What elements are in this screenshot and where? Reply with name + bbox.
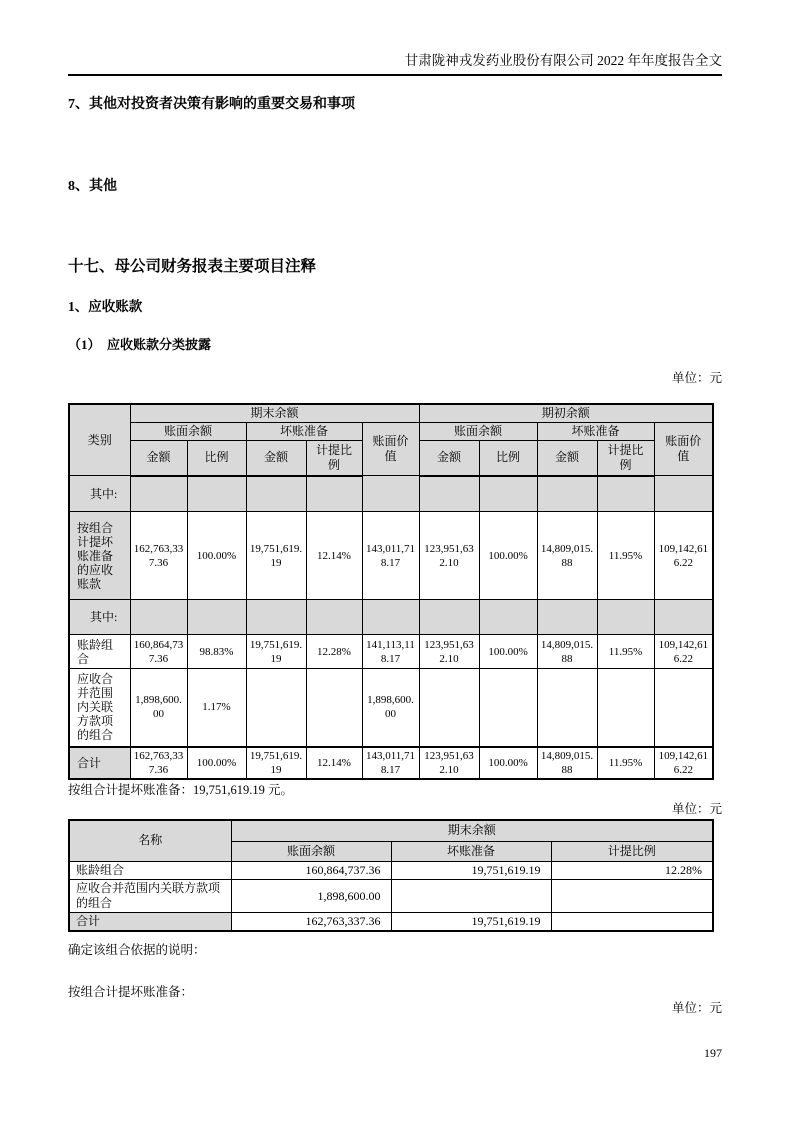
t1-book-balance-begin: 账面余额: [419, 423, 537, 441]
t1-book-value-end: 账面价值: [362, 423, 419, 476]
t1-amount-begin: 金额: [419, 441, 479, 476]
table-row: 账龄组合 160,864,737.36 98.83% 19,751,619.19 12.28% 141,113,118.17 123,951,632.10 100.00% 14,809,015.88 11.95% 109,142,616.22: [69, 635, 713, 669]
ar-classification-table: [68, 403, 714, 780]
table-row-total: 合计 162,763,337.36 19,751,619.19: [69, 913, 713, 932]
table-row: 其中:: [69, 476, 713, 512]
note-provision-amount: 按组合计提坏账准备：19,751,619.19 元。: [68, 782, 294, 797]
t1-provision-ratio-begin: 计提比例: [597, 441, 654, 476]
note-combo-provision: 按组合计提坏账准备：: [68, 985, 194, 999]
t2-period-end: 期末余额: [231, 820, 713, 842]
t2-bad-debt: 坏账准备: [391, 842, 551, 862]
t1-amount-end: 金额: [130, 441, 187, 476]
heading-sub1: 1、应收账款: [68, 299, 143, 314]
t1-bad-debt-begin: 坏账准备: [537, 423, 654, 441]
heading-sub1-1: （1） 应收账款分类披露: [68, 337, 212, 352]
ar-combination-table: [68, 819, 714, 933]
t1-bd-amount-begin: 金额: [537, 441, 597, 476]
note-combo-basis: 确定该组合依据的说明：: [68, 943, 206, 957]
t1-book-value-begin: 账面价值: [654, 423, 713, 476]
unit-label-3: 单位：元: [671, 1001, 722, 1015]
t2-col-name: 名称: [69, 820, 231, 862]
table-row: 应收合并范围内关联方款项的组合 1,898,600.00: [69, 880, 713, 913]
page-number: 197: [704, 1046, 722, 1060]
unit-label-1: 单位：元: [671, 371, 722, 385]
t1-provision-ratio-end: 计提比例: [306, 441, 362, 476]
t1-ratio-begin: 比例: [479, 441, 537, 476]
t2-book-balance: 账面余额: [231, 842, 391, 862]
t1-bad-debt-end: 坏账准备: [246, 423, 362, 441]
running-header: 甘肃陇神戎发药业股份有限公司 2022 年年度报告全文: [68, 52, 722, 76]
t1-header-row1: [69, 404, 713, 423]
t1-ratio-end: 比例: [187, 441, 246, 476]
table-row: 账龄组合 160,864,737.36 19,751,619.19 12.28%: [69, 862, 713, 880]
table-row: 其中:: [69, 600, 713, 635]
table-row-total: 合计 162,763,337.36 100.00% 19,751,619.19 12.14% 143,011,718.17 123,951,632.10 100.00% 14,809,015.88 11.95% 109,142,616.22: [69, 747, 713, 779]
t1-header-row2: [69, 423, 713, 441]
table-row: 按组合计提坏账准备的应收账款 162,763,337.36 100.00% 19,751,619.19 12.14% 143,011,718.17 123,951,632.10 100.00% 14,809,015.88 11.95% 109,142,616.22: [69, 512, 713, 600]
t1-period-begin: 期初余额: [419, 404, 713, 423]
t1-bd-amount-end: 金额: [246, 441, 306, 476]
t1-period-end: 期末余额: [130, 404, 419, 423]
t2-header-row1: [69, 820, 713, 842]
t1-col-category: 类别: [69, 404, 130, 476]
unit-label-2: 单位：元: [671, 801, 722, 816]
table-row: 应收合并范围内关联方款项的组合 1,898,600.00 1.17% 1,898,600.00: [69, 669, 713, 747]
heading-item8: 8、其他: [68, 179, 117, 194]
heading-section17: 十七、母公司财务报表主要项目注释: [68, 258, 317, 275]
t2-provision-ratio: 计提比例: [551, 842, 713, 862]
t1-book-balance-end: 账面余额: [130, 423, 246, 441]
heading-item7: 7、其他对投资者决策有影响的重要交易和事项: [68, 97, 355, 112]
